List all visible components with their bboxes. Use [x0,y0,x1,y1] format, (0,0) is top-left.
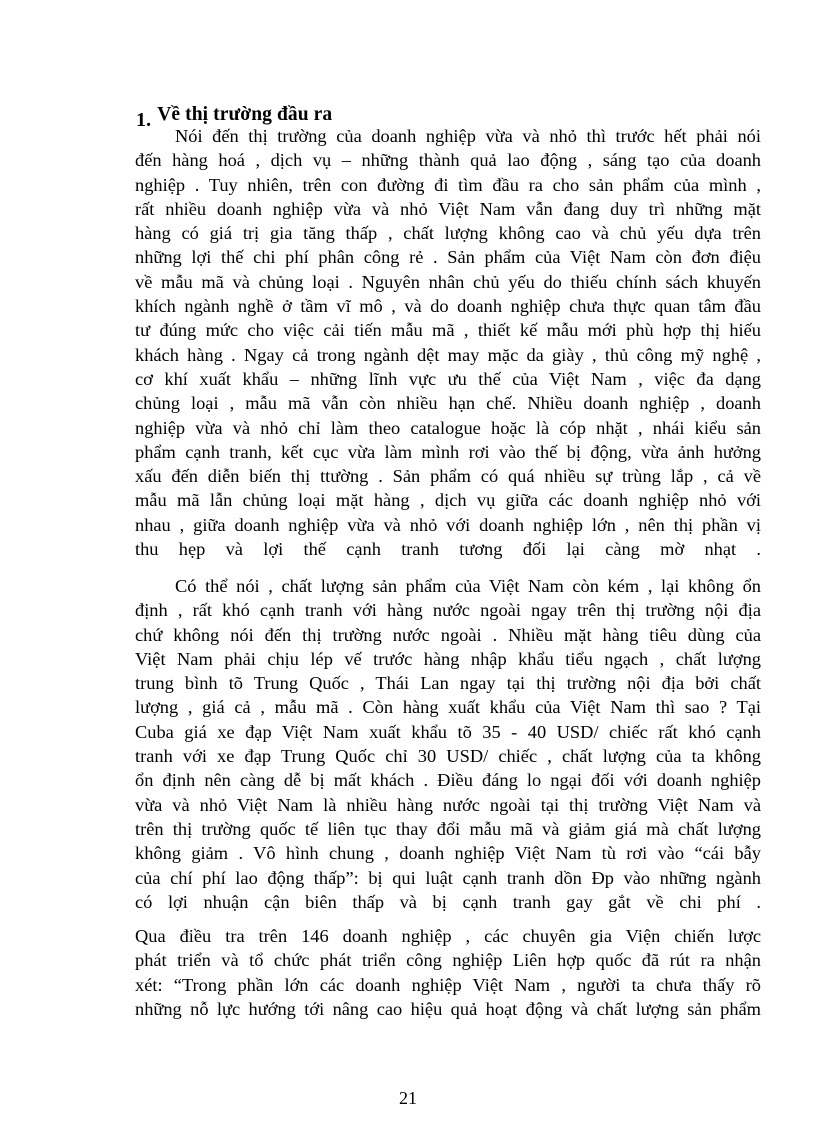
text-line: đến hàng hoá , dịch vụ – những thành quả lao động , sáng tạo của doanh [135,150,761,171]
text-line: Qua điều tra trên 146 doanh nghiệp , các chuyên gia Viện chiến lược [135,926,761,946]
text-line: nhau , giữa doanh nghiệp vừa và nhỏ với doanh nghiệp lớn , nên thị phần vị [135,514,761,535]
text-line: tranh với xe đạp Trung Quốc chỉ 30 USD/ chiếc , chất lượng của ta không [135,746,761,767]
text-line: định , rất khó cạnh tranh với hàng nước ngoài ngay trên thị trường nội địa [135,600,761,621]
text-line: vừa và nhỏ Việt Nam là nhiều hàng nước ngoài tại thị trường Việt Nam và [135,794,761,815]
text-line: xấu đến diễn biến thị ttường . Sản phẩm có quá nhiều sự trùng lắp , cả về [135,466,761,487]
text-line: cơ khí xuất khẩu – những lĩnh vực ưu thế của Việt Nam , việc đa dạng [135,368,761,389]
text-line: hàng có giá trị gia tăng thấp , chất lượng không cao và chủ yếu dựa trên [135,223,761,244]
text-line: có lợi nhuận cận biên thấp và bị cạnh tranh gay gắt về chi phí . [135,891,761,912]
text-line: chủng loại , mẫu mã vẫn còn nhiều hạn chế. Nhiều doanh nghiệp , doanh [135,393,761,414]
text-line: phát triển và tổ chức phát triển công nghiệp Liên hợp quốc đã rút ra nhận [135,950,761,971]
text-line: những nỗ lực hướng tới nâng cao hiệu quả hoạt động và chất lượng sản phẩm [135,998,761,1019]
text-line: trên thị trường quốc tế liên tục thay đổi mẫu mã và giảm giá mà chất lượng [135,818,761,839]
text-line: Nói đến thị trường của doanh nghiệp vừa và nhỏ thì trước hết phải nói [175,126,761,146]
text-line: mẫu mã lẫn chủng loại mặt hàng , dịch vụ giữa các doanh nghiệp nhỏ với [135,490,761,511]
text-line: nghiệp vừa và nhỏ chỉ làm theo catalogue hoặc là cóp nhặt , nhái kiểu sản [135,417,761,438]
text-line: thu hẹp và lợi thế cạnh tranh tương đối lại càng mờ nhạt . [135,539,761,560]
section-heading [136,103,333,131]
section-number: 1. [136,109,152,131]
paragraph-2 [135,574,761,914]
text-line: nghiệp . Tuy nhiên, trên con đường đi tìm đầu ra cho sản phẩm của mình , [135,174,761,195]
text-line: tư đúng mức cho việc cải tiến mẫu mã , thiết kế mẫu mới phù hợp thị hiếu [135,320,761,341]
text-line: Việt Nam phải chịu lép vế trước hàng nhập khẩu tiểu ngạch , chất lượng [135,648,761,669]
text-line: ổn định nên càng dễ bị mất khách . Điều đáng lo ngại đối với doanh nghiệp [135,770,761,791]
paragraph-1 [135,124,761,561]
text-line: xét: “Trong phần lớn các doanh nghiệp Việt Nam , người ta chưa thấy rõ [135,974,761,995]
text-line: không giảm . Vô hình chung , doanh nghiệp Việt Nam tù rơi vào “cái bẫy [135,843,761,864]
text-line: lượng , giá cả , mẫu mã . Còn hàng xuất khẩu của Việt Nam thì sao ? Tại [135,697,761,718]
paragraph-3 [135,924,761,1021]
text-line: khích ngành nghề ở tầm vĩ mô , và do doanh nghiệp chưa thực quan tâm đầu [135,296,761,317]
text-line: của chí phí lao động thấp”: bị qui luật cạnh tranh dồn Đp vào những ngành [135,867,761,888]
text-line: những lợi thế chi phí phân công rẻ . Sản phẩm của Việt Nam còn đơn điệu [135,247,761,268]
text-line: Cuba giá xe đạp Việt Nam xuất khẩu tõ 35 - 40 USD/ chiếc rất khó cạnh [135,721,761,742]
text-line: khách hàng . Ngay cả trong ngành dệt may mặc da giày , thủ công mỹ nghệ , [135,344,761,365]
text-line: chứ không nói đến thị trường nước ngoài . Nhiều mặt hàng tiêu dùng của [135,624,761,645]
page-number: 21 [399,1088,417,1108]
text-line: Có thể nói , chất lượng sản phẩm của Việt Nam còn kém , lại không ổn [175,576,761,596]
text-line: phẩm cạnh tranh, kết cục vừa làm mình rơi vào thế bị động, vừa ảnh hưởng [135,441,761,462]
text-line: về mẫu mã và chủng loại . Nguyên nhân chủ yếu do thiếu chính sách khuyến [135,271,761,292]
section-title: Về thị trường đầu ra [157,104,333,125]
text-line: rất nhiều doanh nghiệp vừa và nhỏ Việt Nam vẫn đang duy trì những mặt [135,198,761,219]
text-line: trung bình tõ Trung Quốc , Thái Lan ngay tại thị trường nội địa bởi chất [135,673,761,694]
